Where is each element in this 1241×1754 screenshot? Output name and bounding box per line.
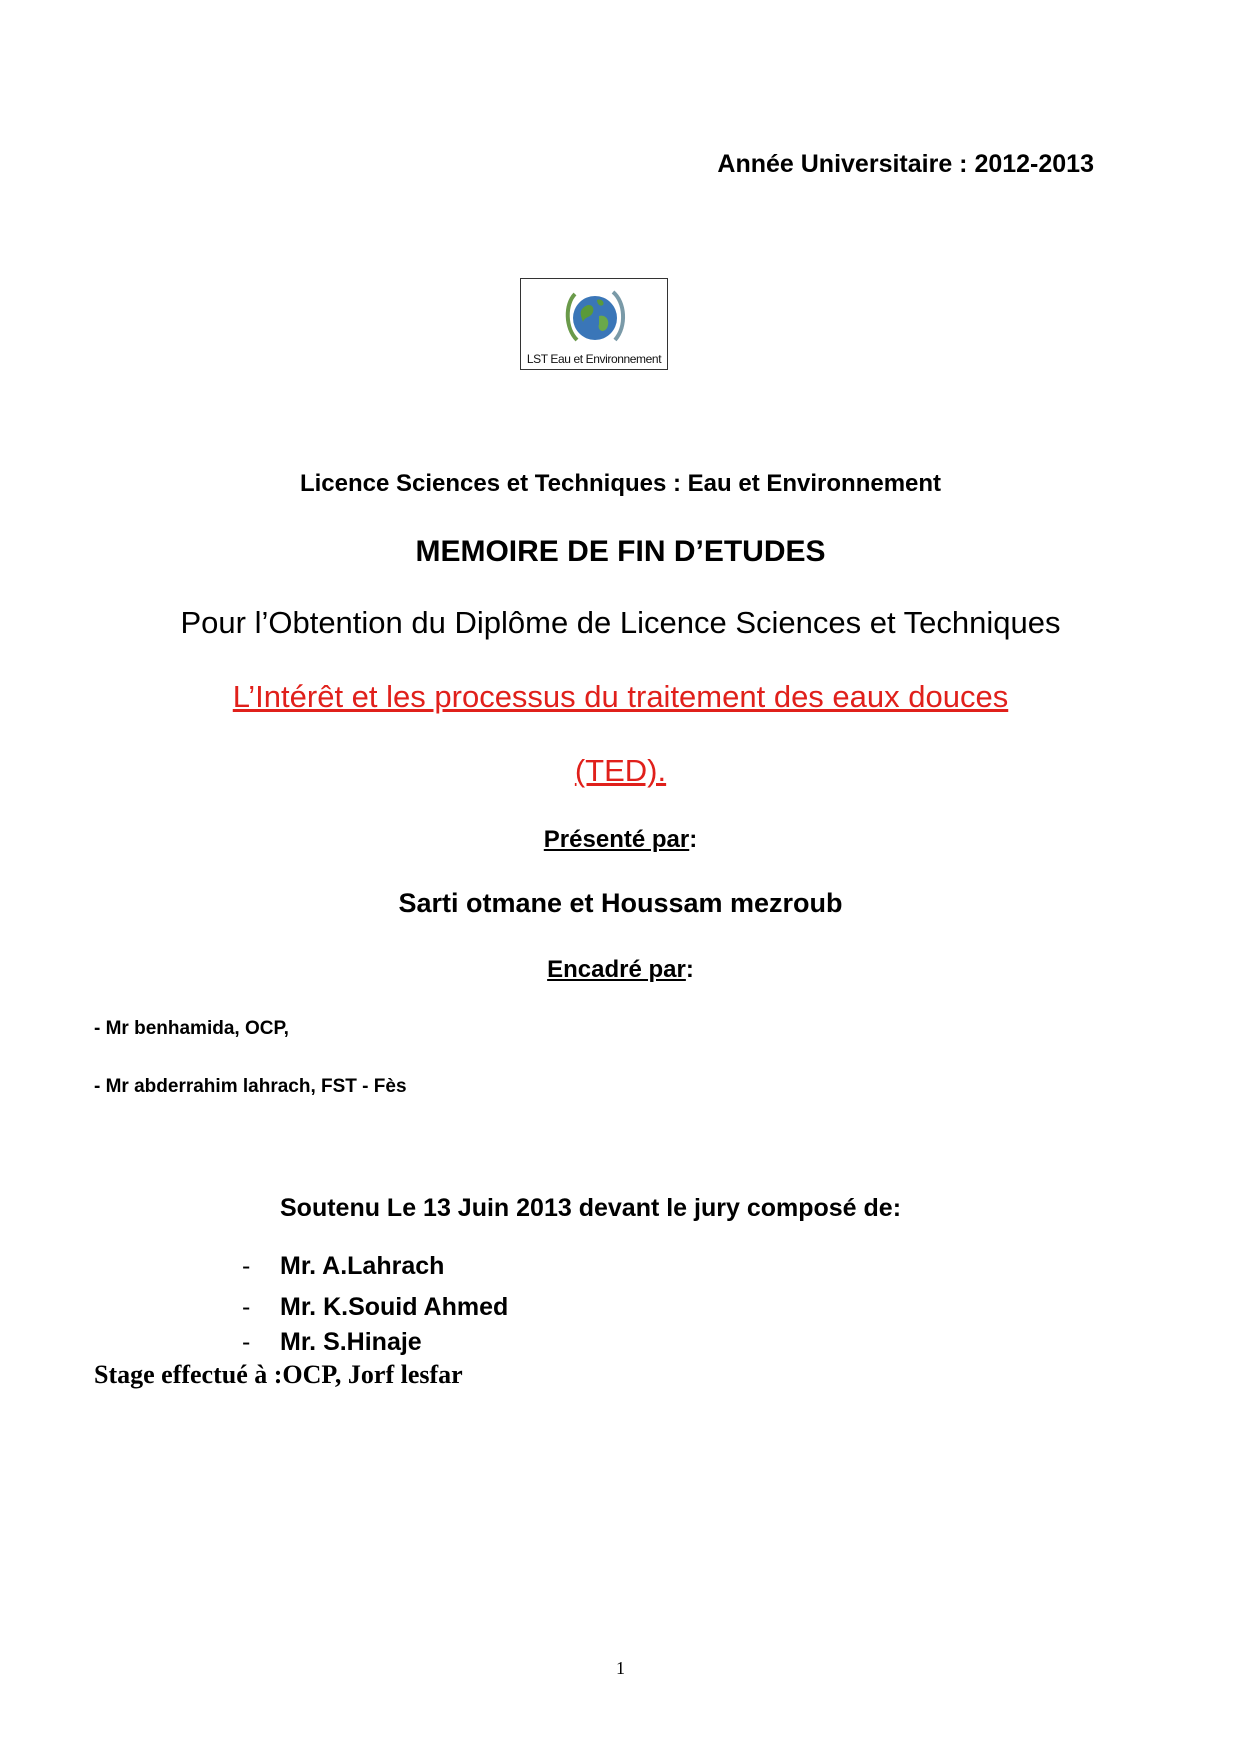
logo-text: LST Eau et Environnement — [526, 352, 662, 366]
list-bullet: - — [242, 1293, 251, 1321]
supervisor-item: - Mr benhamida, OCP, — [94, 1018, 289, 1039]
supervised-by-colon: : — [685, 956, 694, 983]
globe-icon — [561, 286, 629, 348]
jury-member-name: Mr. K.Souid Ahmed — [280, 1293, 509, 1321]
lst-logo — [520, 278, 668, 370]
jury-member-name: Mr. A.Lahrach — [280, 1252, 445, 1280]
jury-member — [242, 1293, 508, 1322]
jury-member-name: Mr. S.Hinaje — [280, 1328, 422, 1356]
list-bullet: - — [242, 1252, 251, 1280]
supervisor-item: - Mr abderrahim lahrach, FST - Fès — [94, 1076, 407, 1097]
supervised-by-label: Encadré par — [547, 956, 686, 983]
page-number: 1 — [616, 1658, 625, 1678]
academic-year: Année Universitaire : 2012-2013 — [717, 150, 1094, 178]
internship-location: Stage effectué à :OCP, Jorf lesfar — [94, 1360, 463, 1389]
presented-by-label: Présenté par — [543, 826, 690, 853]
defense-statement: Soutenu Le 13 Juin 2013 devant le jury composé de: — [280, 1194, 902, 1222]
document-type: MEMOIRE DE FIN D’ETUDES — [415, 535, 826, 568]
presented-by-colon: : — [689, 826, 698, 853]
presented-by-heading — [0, 826, 1241, 854]
author-names: Sarti otmane et Houssam mezroub — [398, 888, 843, 918]
diploma-purpose: Pour l’Obtention du Diplôme de Licence Sciences et Techniques — [180, 605, 1061, 640]
thesis-title-line-1: L’Intérêt et les processus du traitement des eaux douces — [232, 679, 1009, 714]
jury-member — [242, 1252, 444, 1281]
list-bullet: - — [242, 1328, 251, 1356]
supervised-by-heading — [0, 956, 1241, 984]
jury-member — [242, 1328, 422, 1357]
program-line: Licence Sciences et Techniques : Eau et Environnement — [299, 470, 942, 497]
thesis-title-line-2: (TED). — [574, 753, 667, 788]
